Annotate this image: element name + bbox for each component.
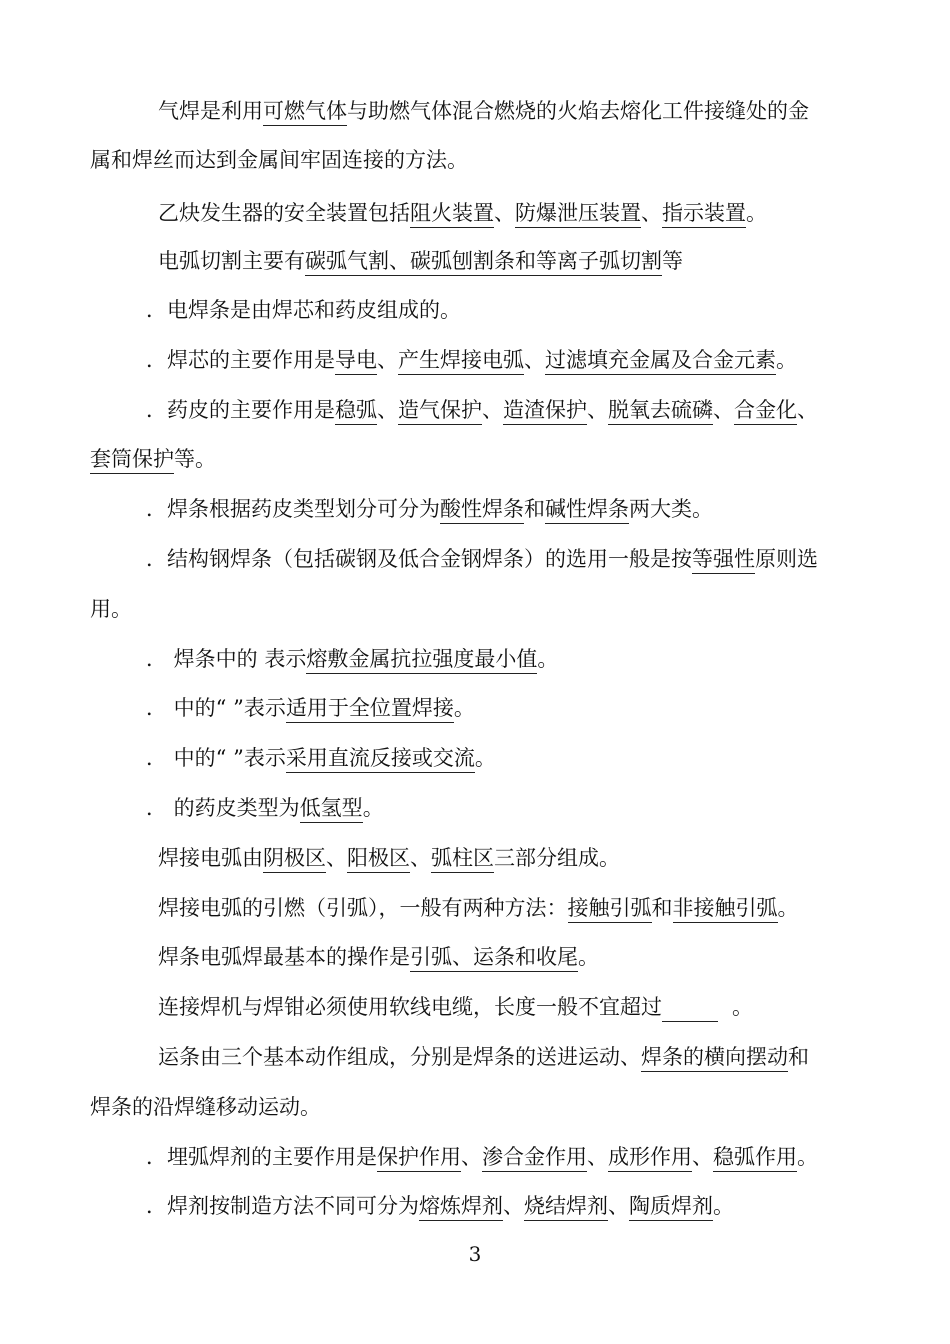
underlined-answer: 引弧、运条和收尾 [410, 944, 578, 972]
text-segment: 、 [494, 201, 515, 225]
text-segment: 运条由三个基本动作组成，分别是焊条的送进运动、 [158, 1045, 641, 1069]
underlined-answer: 陶质焊剂 [629, 1193, 713, 1221]
text-segment: 。 [732, 995, 753, 1019]
underlined-answer: 阴极区 [263, 845, 326, 873]
underlined-answer: 脱氧去硫磷 [608, 397, 713, 425]
text-line [146, 743, 496, 773]
text-segment: 等。 [174, 447, 216, 471]
text-line [146, 345, 797, 375]
underlined-answer: 造气保护 [398, 397, 482, 425]
text-segment: 、 [797, 398, 818, 422]
text-segment: ． 的药皮类型为 [146, 796, 300, 820]
text-line [146, 544, 818, 574]
text-segment: 属和焊丝而达到金属间牢固连接的方法。 [90, 148, 468, 172]
text-segment: 、 [326, 846, 347, 870]
text-line [146, 793, 384, 823]
text-segment: ．埋弧焊剂的主要作用是 [146, 1145, 377, 1169]
text-line [146, 295, 461, 325]
text-segment: 。 [776, 348, 797, 372]
text-segment: 、 [641, 201, 662, 225]
text-line [146, 644, 558, 674]
text-segment: 、 [587, 1145, 608, 1169]
text-segment: 和 [524, 497, 545, 521]
text-line [158, 198, 767, 228]
text-segment: 、 [692, 1145, 713, 1169]
text-line [146, 1142, 818, 1172]
text-segment: 、 [503, 1194, 524, 1218]
text-line [146, 693, 475, 723]
text-segment: 用。 [90, 597, 132, 621]
text-segment: 三部分组成。 [494, 846, 620, 870]
underlined-answer: 稳弧 [335, 397, 377, 425]
underlined-answer: 酸性焊条 [440, 496, 524, 524]
text-line [146, 395, 818, 425]
text-segment: ．电焊条是由焊芯和药皮组成的。 [146, 298, 461, 322]
text-segment: 、 [377, 348, 398, 372]
text-segment: 焊接电弧的引燃（引弧），一般有两种方法： [158, 896, 568, 920]
text-line [90, 594, 132, 624]
text-segment: 焊条电弧焊最基本的操作是 [158, 945, 410, 969]
text-line [158, 1042, 809, 1072]
text-segment: 等 [662, 249, 683, 273]
text-segment: 。 [453, 696, 475, 720]
underlined-answer: 可燃气体 [263, 98, 347, 126]
text-segment: ．焊芯的主要作用是 [146, 348, 335, 372]
text-segment: ．焊条根据药皮类型划分可分为 [146, 497, 440, 521]
text-segment: 乙炔发生器的安全装置包括 [158, 201, 410, 225]
text-segment: 。 [362, 796, 384, 820]
text-segment: 两大类。 [629, 497, 713, 521]
fill-in-blank [662, 995, 718, 1022]
page-number: 3 [468, 1242, 482, 1266]
underlined-answer: 保护作用 [377, 1144, 461, 1172]
underlined-answer: 焊条的横向摆动 [641, 1044, 788, 1072]
text-line [146, 494, 713, 524]
underlined-answer: 产生焊接电弧 [398, 347, 524, 375]
underlined-answer: 熔炼焊剂 [419, 1193, 503, 1221]
underlined-answer: 碱性焊条 [545, 496, 629, 524]
underlined-answer: 碳弧气割、碳弧刨割条和等离子弧切割 [305, 248, 662, 276]
underlined-answer: 套筒保护 [90, 446, 174, 474]
text-segment: ．焊剂按制造方法不同可分为 [146, 1194, 419, 1218]
text-segment: 。 [746, 201, 767, 225]
text-segment: 。 [578, 945, 599, 969]
underlined-answer: 合金化 [734, 397, 797, 425]
underlined-answer: 导电 [335, 347, 377, 375]
text-line [158, 942, 599, 972]
underlined-answer: 指示装置 [662, 200, 746, 228]
text-segment: ．结构钢焊条（包括碳钢及低合金钢焊条）的选用一般是按 [146, 547, 692, 571]
text-line [90, 444, 216, 474]
text-line [158, 96, 809, 126]
text-segment: 和 [651, 896, 673, 920]
text-segment: 、 [524, 348, 545, 372]
text-line [90, 1092, 321, 1122]
text-segment: 电弧切割主要有 [158, 249, 305, 273]
text-line [158, 992, 753, 1022]
text-segment: ． 焊条中的 表示 [146, 647, 307, 671]
text-segment: 、 [608, 1194, 629, 1218]
text-segment: 、 [587, 398, 608, 422]
text-line [146, 1191, 734, 1221]
text-segment: 。 [777, 896, 799, 920]
underlined-answer: 阻火装置 [410, 200, 494, 228]
text-line [158, 843, 620, 873]
underlined-answer: 低氢型 [300, 795, 363, 823]
text-segment: ． 中的“ ”表示 [146, 746, 286, 770]
text-segment: 与助燃气体混合燃烧的火焰去熔化工件接缝处的金 [347, 99, 809, 123]
underlined-answer: 烧结焊剂 [524, 1193, 608, 1221]
underlined-answer: 成形作用 [608, 1144, 692, 1172]
underlined-answer: 弧柱区 [431, 845, 494, 873]
text-segment: 、 [713, 398, 734, 422]
underlined-answer: 等强性 [692, 546, 755, 574]
text-segment: ． 中的“ ”表示 [146, 696, 286, 720]
underlined-answer: 熔敷金属抗拉强度最小值 [306, 646, 537, 674]
text-segment: 焊条的沿焊缝移动运动。 [90, 1095, 321, 1119]
underlined-answer: 适用于全位置焊接 [286, 695, 454, 723]
text-segment: 气焊是利用 [158, 99, 263, 123]
underlined-answer: 过滤填充金属及合金元素 [545, 347, 776, 375]
text-segment: 、 [482, 398, 503, 422]
text-segment: 原则选 [755, 547, 818, 571]
underlined-answer: 造渣保护 [503, 397, 587, 425]
text-segment: 焊接电弧由 [158, 846, 263, 870]
text-line [158, 246, 683, 276]
text-segment: 。 [474, 746, 496, 770]
text-segment: ．药皮的主要作用是 [146, 398, 335, 422]
text-segment: 和 [788, 1045, 809, 1069]
text-segment: 、 [461, 1145, 482, 1169]
underlined-answer: 稳弧作用 [713, 1144, 797, 1172]
underlined-answer: 采用直流反接或交流 [286, 745, 475, 773]
underlined-answer: 阳极区 [347, 845, 410, 873]
underlined-answer: 接触引弧 [568, 895, 652, 923]
text-segment: 。 [537, 647, 559, 671]
underlined-answer: 防爆泄压装置 [515, 200, 641, 228]
text-line [90, 145, 468, 175]
text-line [158, 893, 799, 923]
text-segment: 。 [713, 1194, 734, 1218]
text-segment: 、 [377, 398, 398, 422]
underlined-answer: 渗合金作用 [482, 1144, 587, 1172]
text-segment: 连接焊机与焊钳必须使用软线电缆，长度一般不宜超过 [158, 995, 662, 1019]
text-segment: 。 [797, 1145, 818, 1169]
underlined-answer: 非接触引弧 [673, 895, 778, 923]
text-segment: 、 [410, 846, 431, 870]
